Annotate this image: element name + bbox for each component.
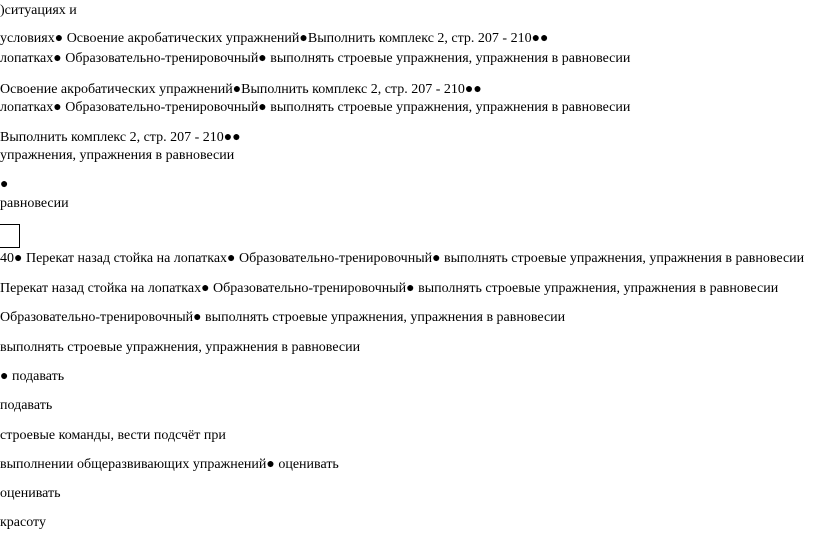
text-line-1: )ситуациях и xyxy=(0,3,77,18)
text-line-4: Освоение акробатических упражнений●Выполнить комплекс 2, стр. 207 - 210●● xyxy=(0,82,482,97)
text-line-7: упражнения, упражнения в равновесии xyxy=(0,148,235,163)
text-line-16: строевые команды, вести подсчёт при xyxy=(0,428,226,443)
text-line-18: оценивать xyxy=(0,486,61,501)
text-line-5: лопатках● Образовательно-тренировочный● выполнять строевые упражнения, упражнения в равновесии xyxy=(0,100,631,115)
text-line-2: условиях● Освоение акробатических упражнений●Выполнить комплекс 2, стр. 207 - 210●● xyxy=(0,31,549,46)
text-line-9: равновесии xyxy=(0,196,69,211)
text-line-19: красоту xyxy=(0,515,46,530)
bullet-line: ● xyxy=(0,177,9,192)
text-line-6: Выполнить комплекс 2, стр. 207 - 210●● xyxy=(0,130,241,145)
table-cell-box xyxy=(0,224,20,248)
text-line-13: выполнять строевые упражнения, упражнения в равновесии xyxy=(0,340,361,355)
text-line-17: выполнении общеразвивающих упражнений● оценивать xyxy=(0,457,339,472)
text-line-12: Образовательно-тренировочный● выполнять строевые упражнения, упражнения в равновесии xyxy=(0,310,566,325)
text-line-14: ● подавать xyxy=(0,369,65,384)
text-line-15: подавать xyxy=(0,398,53,413)
text-line-11: Перекат назад стойка на лопатках● Образовательно-тренировочный● выполнять строевые упражнения, упражнения в равновесии xyxy=(0,281,779,296)
text-line-3: лопатках● Образовательно-тренировочный● выполнять строевые упражнения, упражнения в равновесии xyxy=(0,51,631,66)
text-line-10: 40● Перекат назад стойка на лопатках● Образовательно-тренировочный● выполнять строевые упражнения, упражнения в равновесии xyxy=(0,251,805,266)
